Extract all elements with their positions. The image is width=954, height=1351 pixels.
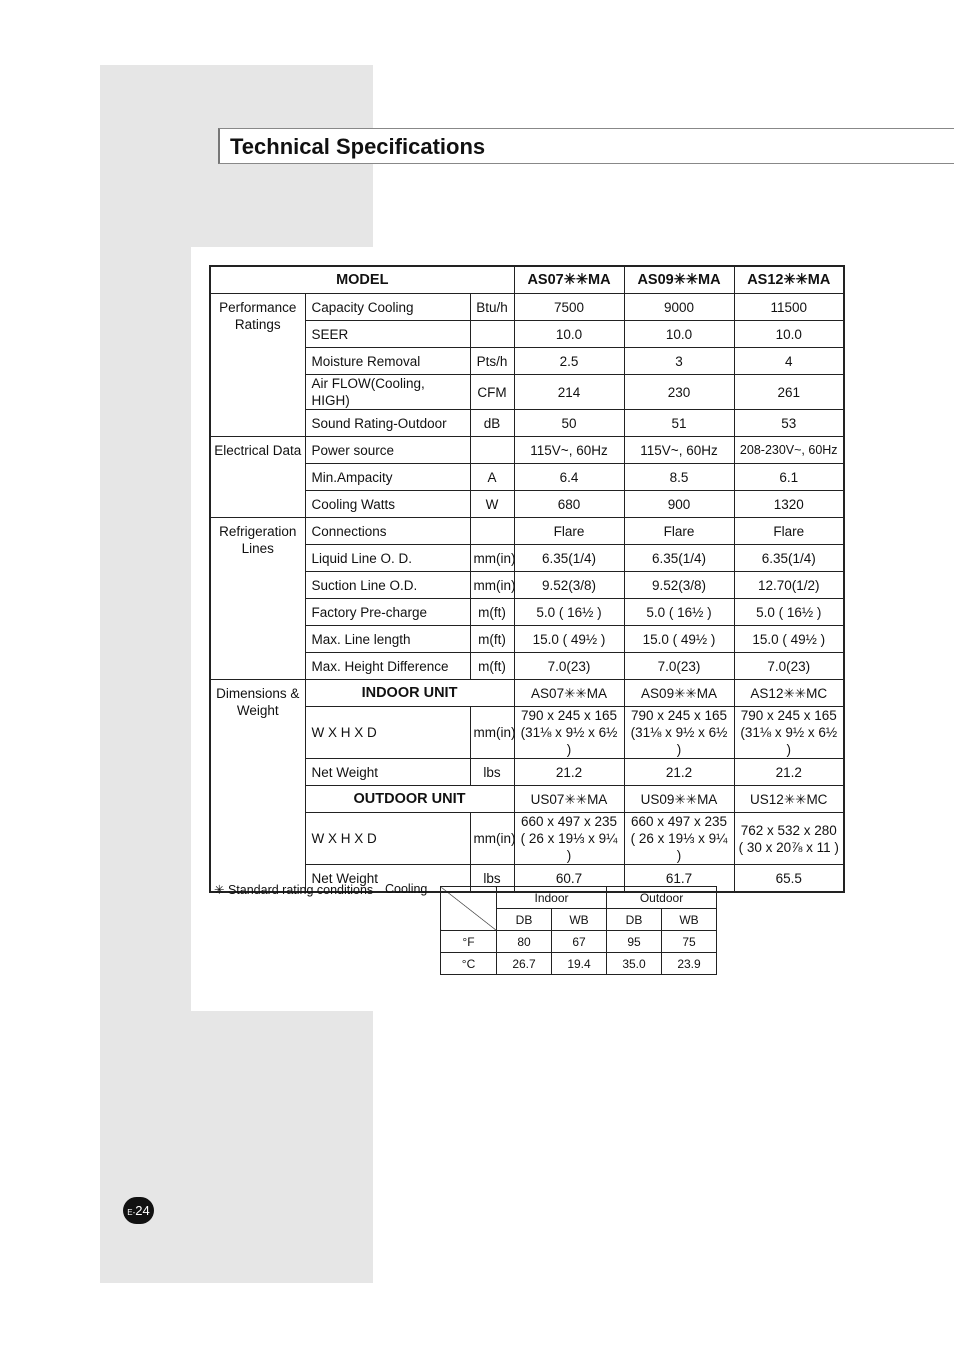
unit-cell: mm(in) [470,707,514,759]
table-row [210,680,844,707]
param-label: W X H X D [305,707,470,759]
dimension-in: (31⅛ x 9½ x 6½ ) [630,725,728,757]
param-label: Net Weight [305,759,470,786]
value-cell: 6.1 [734,464,844,491]
category-electrical: Electrical Data [210,437,305,518]
dimension-in: ( 26 x 19⅓ x 9¼ ) [630,831,728,863]
param-label: Suction Line O.D. [305,572,470,599]
value-cell: 15.0 ( 49½ ) [734,626,844,653]
value-cell: Flare [734,518,844,545]
value-cell: Flare [514,518,624,545]
unit-cell: A [470,464,514,491]
table-row [210,294,844,321]
table-row [210,653,844,680]
value-cell: 208-230V~, 60Hz [734,437,844,464]
table-row [210,410,844,437]
value-cell: 9.52(3/8) [624,572,734,599]
dimension-in: ( 26 x 19⅓ x 9¼ ) [520,831,618,863]
unit-cell: °C [441,953,497,975]
unit-cell: mm(in) [470,813,514,865]
param-label: Max. Height Difference [305,653,470,680]
value-cell: 5.0 ( 16½ ) [514,599,624,626]
value-cell: 9.52(3/8) [514,572,624,599]
rating-conditions-table [440,886,717,975]
unit-cell: Btu/h [470,294,514,321]
outdoor-unit-header: OUTDOOR UNIT [305,786,514,813]
value-cell: 7.0(23) [514,653,624,680]
value-cell: 80 [497,931,552,953]
unit-cell: m(ft) [470,599,514,626]
value-cell: 60.7 [514,865,624,893]
wb-header: WB [552,909,607,931]
model-col: AS07✳✳MA [514,266,624,294]
value-cell: Flare [624,518,734,545]
cooling-label: Cooling [385,882,428,896]
indoor-header: Indoor [497,887,607,909]
unit-cell: lbs [470,865,514,893]
param-label: SEER [305,321,470,348]
value-cell: 35.0 [607,953,662,975]
dimension-cell [734,813,844,865]
value-cell: 61.7 [624,865,734,893]
outdoor-model: US12✳✳MC [734,786,844,813]
value-cell: 7.0(23) [734,653,844,680]
unit-cell: Pts/h [470,348,514,375]
value-cell: 10.0 [734,321,844,348]
table-row [441,931,717,953]
table-header-row [210,266,844,294]
indoor-model: AS12✳✳MC [734,680,844,707]
dimension-mm: 790 x 245 x 165 [740,708,837,723]
value-cell: 51 [624,410,734,437]
unit-cell: dB [470,410,514,437]
outdoor-header: Outdoor [607,887,717,909]
table-row [210,348,844,375]
value-cell: 3 [624,348,734,375]
param-label: Factory Pre-charge [305,599,470,626]
value-cell: 900 [624,491,734,518]
unit-cell: CFM [470,375,514,410]
value-cell: 15.0 ( 49½ ) [514,626,624,653]
dimension-mm: 762 x 532 x 280 [740,822,837,838]
value-cell: 95 [607,931,662,953]
wb-header: WB [662,909,717,931]
page-title: Technical Specifications [230,134,486,159]
indoor-unit-header: INDOOR UNIT [305,680,514,707]
outdoor-model: US07✳✳MA [514,786,624,813]
dimension-cell [624,707,734,759]
table-row [441,887,717,909]
value-cell: 680 [514,491,624,518]
table-row [210,491,844,518]
value-cell: 6.35(1/4) [514,545,624,572]
unit-cell: °F [441,931,497,953]
page-number-badge [123,1197,154,1224]
page-prefix: E- [127,1208,136,1217]
param-label: W X H X D [305,813,470,865]
value-cell: 261 [734,375,844,410]
value-cell: 50 [514,410,624,437]
value-cell: 6.35(1/4) [734,545,844,572]
value-cell: 9000 [624,294,734,321]
unit-cell [470,321,514,348]
value-cell: 7500 [514,294,624,321]
table-row [210,375,844,410]
dimension-cell [514,707,624,759]
value-cell: 21.2 [514,759,624,786]
value-cell: 10.0 [514,321,624,348]
param-label: Net Weight [305,865,470,893]
dimension-in: (31⅛ x 9½ x 6½ ) [740,725,838,757]
title-box [218,128,954,164]
dimension-cell [514,813,624,865]
page-number: 24 [135,1203,150,1218]
category-dimensions: Dimensions & Weight [210,680,305,893]
value-cell: 7.0(23) [624,653,734,680]
value-cell: 115V~, 60Hz [624,437,734,464]
db-header: DB [607,909,662,931]
value-cell: 26.7 [497,953,552,975]
table-row [210,437,844,464]
table-row [210,599,844,626]
dimension-cell [624,813,734,865]
model-col: AS09✳✳MA [624,266,734,294]
param-label: Max. Line length [305,626,470,653]
value-cell: 11500 [734,294,844,321]
spec-table [209,265,845,893]
param-label: Moisture Removal [305,348,470,375]
value-cell: 21.2 [734,759,844,786]
unit-cell: m(ft) [470,653,514,680]
category-refrigeration: Refrigeration Lines [210,518,305,680]
value-cell: 15.0 ( 49½ ) [624,626,734,653]
table-row [210,321,844,348]
table-row [210,464,844,491]
value-cell: 23.9 [662,953,717,975]
value-cell: 10.0 [624,321,734,348]
table-row [441,953,717,975]
unit-cell [470,518,514,545]
unit-cell: W [470,491,514,518]
value-cell: 2.5 [514,348,624,375]
value-cell: 12.70(1/2) [734,572,844,599]
value-cell: 115V~, 60Hz [514,437,624,464]
table-row [210,518,844,545]
value-cell: 67 [552,931,607,953]
dimension-mm: 790 x 245 x 165 [520,708,618,723]
value-cell: 19.4 [552,953,607,975]
value-cell: 65.5 [734,865,844,893]
dimension-mm: 660 x 497 x 235 [630,814,728,829]
diagonal-corner-cell [441,887,497,931]
param-label: Cooling Watts [305,491,470,518]
table-row [210,786,844,813]
value-cell: 21.2 [624,759,734,786]
value-cell: 75 [662,931,717,953]
value-cell: 230 [624,375,734,410]
table-row [210,813,844,865]
table-row [210,707,844,759]
db-header: DB [497,909,552,931]
dimension-cell [734,707,844,759]
outdoor-model: US09✳✳MA [624,786,734,813]
value-cell: 4 [734,348,844,375]
unit-cell [470,437,514,464]
value-cell: 214 [514,375,624,410]
param-label: Connections [305,518,470,545]
rating-conditions-note: ✳ Standard rating conditions [214,883,374,897]
table-row [210,759,844,786]
model-header: MODEL [210,266,514,294]
value-cell: 6.4 [514,464,624,491]
dimension-mm: 790 x 245 x 165 [630,708,728,723]
param-label: Liquid Line O. D. [305,545,470,572]
value-cell: 8.5 [624,464,734,491]
unit-cell: mm(in) [470,545,514,572]
table-row [210,572,844,599]
indoor-model: AS07✳✳MA [514,680,624,707]
value-cell: 53 [734,410,844,437]
dimension-mm: 660 x 497 x 235 [520,814,618,829]
param-label: Sound Rating-Outdoor [305,410,470,437]
dimension-in: (31⅛ x 9½ x 6½ ) [520,725,618,757]
param-label: Air FLOW(Cooling, HIGH) [305,375,470,410]
unit-cell: m(ft) [470,626,514,653]
indoor-model: AS09✳✳MA [624,680,734,707]
value-cell: 1320 [734,491,844,518]
category-performance: Performance Ratings [210,294,305,437]
model-col: AS12✳✳MA [734,266,844,294]
value-cell: 5.0 ( 16½ ) [734,599,844,626]
param-label: Min.Ampacity [305,464,470,491]
param-label: Power source [305,437,470,464]
unit-cell: lbs [470,759,514,786]
table-row [210,626,844,653]
table-row [210,545,844,572]
param-label: Capacity Cooling [305,294,470,321]
dimension-in: ( 30 x 20⅞ x 11 ) [738,839,839,855]
value-cell: 5.0 ( 16½ ) [624,599,734,626]
unit-cell: mm(in) [470,572,514,599]
value-cell: 6.35(1/4) [624,545,734,572]
